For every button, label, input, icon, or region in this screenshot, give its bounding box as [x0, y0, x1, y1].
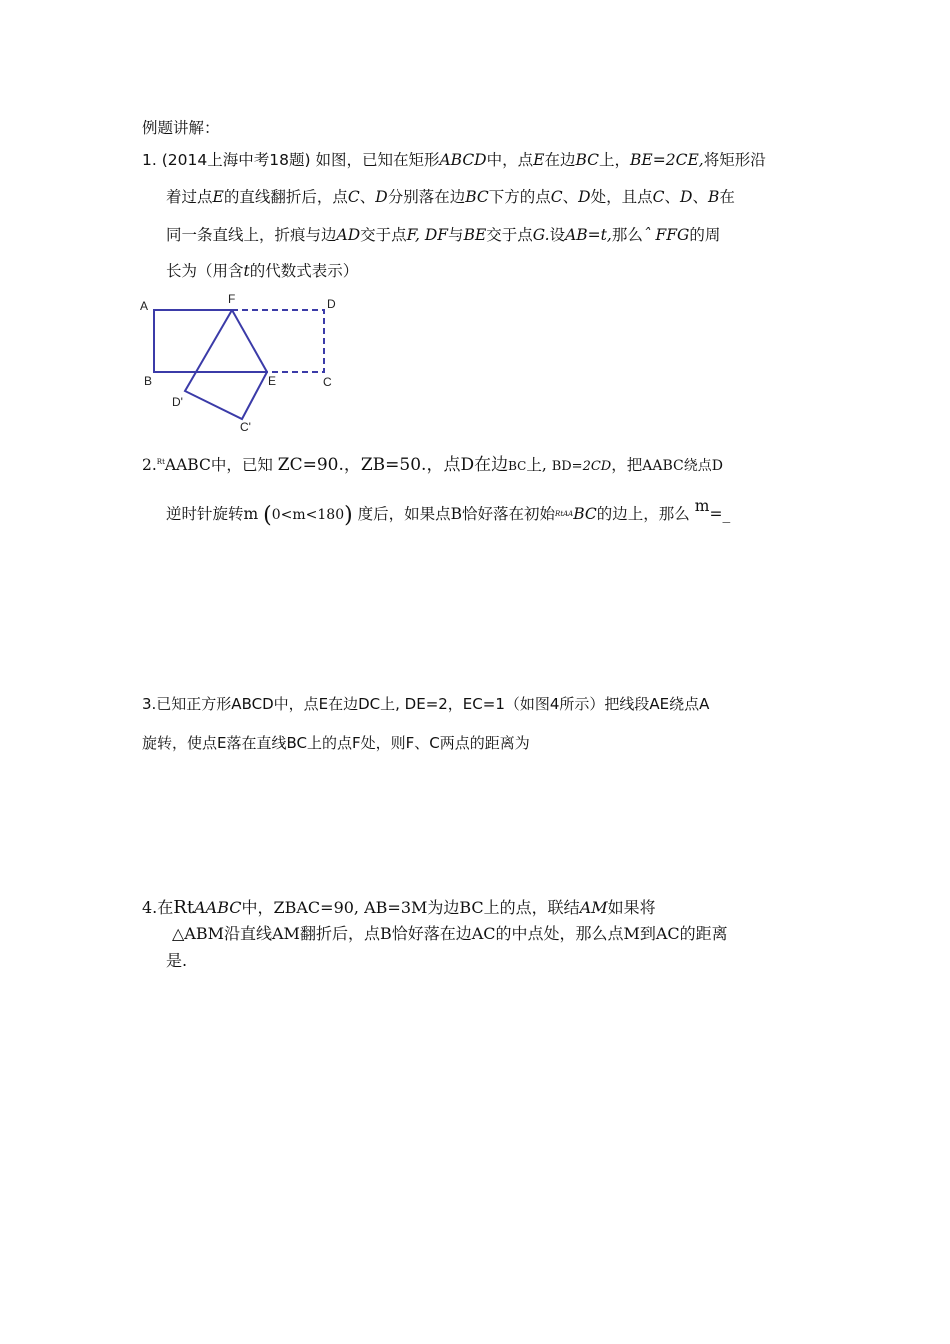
q4-line-2: △ABM沿直线AM翻折后，点B恰好落在边AC的中点处，那么点M到AC的距离 — [172, 924, 728, 943]
q1-text: 长为（用含 — [166, 262, 244, 280]
q1-text: 中，点 — [486, 151, 534, 169]
q1-text: C — [347, 188, 360, 206]
q1-number: 1. — [142, 151, 157, 169]
q1-text: AB=t, — [565, 226, 612, 244]
q2-var-m: m — [694, 497, 710, 515]
q1-text: BC — [575, 151, 600, 169]
q1-text: 、 — [562, 188, 579, 206]
q1-text: 的直线翻折后，点 — [223, 188, 348, 206]
q2-text: BC — [573, 505, 597, 523]
q1-text: 与 — [448, 226, 464, 244]
q2-text: ，把 — [611, 456, 643, 474]
q1-text: 的代数式表示） — [249, 262, 359, 280]
q1-text: 、 — [359, 188, 376, 206]
label-c: C — [323, 375, 332, 389]
q2-rt-mark: RtAA — [555, 510, 574, 518]
q2-rt-mark: Rt — [156, 458, 165, 466]
q1-text: 在边 — [544, 151, 576, 169]
q2-blank: =_ — [709, 505, 731, 523]
crease-line — [232, 310, 267, 372]
q1-text: 的周 — [689, 226, 721, 244]
q1-source: (2014上海中考18题) — [161, 151, 311, 169]
q4-text: AABC — [194, 898, 242, 917]
q1-line-3 — [166, 225, 720, 245]
q1-text: 上， — [599, 151, 631, 169]
q2-text: 的边上，那么 — [596, 505, 690, 523]
q2-range: 0<m<180 — [271, 507, 345, 523]
folded-flap — [185, 310, 267, 419]
q1-text: E — [533, 151, 545, 169]
q2-text: AABC绕点D — [642, 458, 723, 474]
q1-text: 同一条直线上，折痕与边 — [166, 226, 337, 244]
label-b: B — [144, 374, 153, 388]
q1-line-4 — [166, 261, 358, 281]
q3-line-2: 旋转，使点E落在直线BC上的点F处，则F、C两点的距离为 — [142, 734, 530, 752]
section-heading: 例题讲解： — [142, 119, 220, 137]
rectangle-dashed-edges — [232, 310, 324, 372]
q4-text: 中，ZBAC=90, AB=3M为边BC上的点，联结 — [241, 898, 580, 917]
q1-line-1 — [142, 150, 766, 170]
q2-text: ZC=90.，ZB=50.，点D在边 — [277, 455, 509, 475]
q1-text: t — [243, 262, 250, 280]
q1-text: AD — [336, 226, 361, 244]
q1-text: ˆ FFG — [642, 226, 690, 244]
q4-text: 4.在 — [142, 898, 174, 917]
q1-text: 交于点 — [360, 226, 407, 244]
q4-text: 如果将 — [607, 898, 656, 917]
q1-text: 那么 — [611, 226, 643, 244]
q2-text: BD= — [551, 459, 583, 474]
q1-text: D — [680, 188, 693, 206]
q2-text: 2CD — [582, 459, 612, 474]
q1-text: 交于点 — [486, 226, 533, 244]
q1-text: ABCD — [439, 151, 487, 169]
q2-text: 上, — [526, 456, 547, 474]
q1-text: C — [652, 188, 665, 206]
q2-line-1 — [142, 452, 723, 477]
q2-text: BC — [508, 459, 527, 473]
q1-text: D — [578, 188, 591, 206]
label-f: F — [228, 292, 236, 306]
q2-line-2 — [166, 496, 730, 526]
q2-text: AABC中，已知 — [164, 456, 273, 474]
q1-text: D — [375, 188, 388, 206]
q1-text: BC — [465, 188, 489, 206]
q1-line-2 — [166, 187, 735, 207]
q1-text: 如图，已知在矩形 — [315, 151, 440, 169]
q2-text: 度后，如果点B恰好落在初始 — [357, 505, 556, 523]
q4-line-3: 是. — [166, 951, 188, 970]
q1-text: 将矩形沿 — [703, 151, 766, 169]
q1-text: 设 — [549, 226, 566, 244]
q1-text: 处，且点 — [590, 188, 653, 206]
q1-text: 、 — [692, 188, 708, 206]
q2-paren: ) — [344, 503, 353, 528]
q1-text: C — [550, 188, 563, 206]
q1-text: 在 — [719, 188, 735, 206]
q2-paren: ( — [263, 503, 272, 528]
q4-line-1 — [142, 898, 656, 918]
q1-text: 、 — [664, 188, 680, 206]
q1-text: BE — [463, 226, 487, 244]
q1-text: BE=2CE, — [630, 151, 704, 169]
q4-text: Rt — [173, 897, 195, 918]
q1-text: F, DF — [406, 226, 449, 244]
q1-text: 着过点 — [166, 188, 213, 206]
q1-text: 下方的点 — [488, 188, 551, 206]
label-c-prime: C' — [240, 420, 251, 432]
fold-figure — [136, 290, 346, 432]
q1-text: 分别落在边 — [387, 188, 466, 206]
label-a: A — [140, 299, 149, 313]
q3-line-1: 3.已知正方形ABCD中，点E在边DC上, DE=2，EC=1（如图4所示）把线段AE绕点A — [142, 695, 710, 713]
q1-text: E — [212, 188, 224, 206]
q4-text: AM — [579, 898, 608, 917]
label-d-prime: D' — [172, 395, 183, 409]
q2-text: 逆时针旋转m — [166, 505, 259, 523]
label-e: E — [268, 374, 277, 388]
label-d: D — [327, 297, 336, 311]
q1-text: B — [707, 188, 720, 206]
q2-number: 2. — [142, 456, 157, 474]
q1-text: G. — [532, 226, 550, 244]
